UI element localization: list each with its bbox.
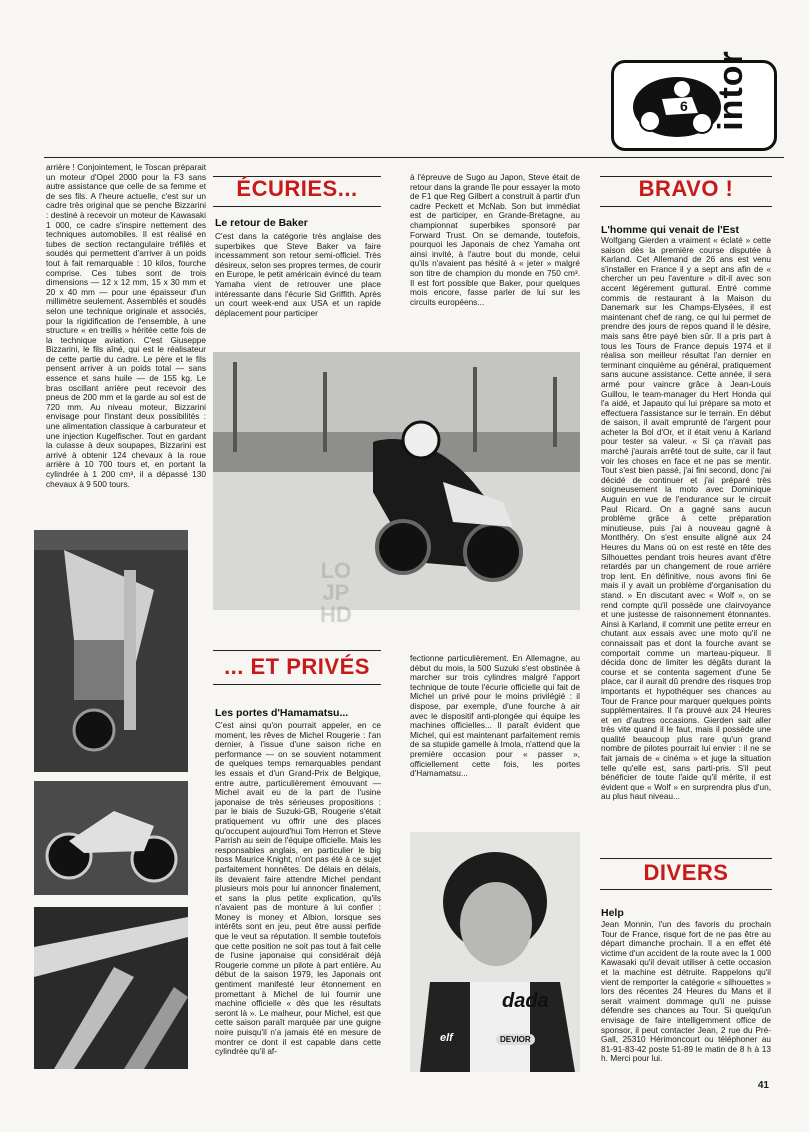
divers-subhead: Help (601, 907, 624, 919)
jersey-sponsor-logo: dada (502, 990, 549, 1012)
bravo-subhead: L'homme qui venait de l'Est (601, 224, 740, 236)
divers-headline: DIVERS (643, 860, 729, 885)
prives-continuation (410, 654, 580, 814)
prives-text (215, 721, 381, 1077)
paragraph: à l'épreuve de Sugo au Japon, Steve était de retour dans la grande île pour essayer la moto de F1 que Reg Gilbert a construit à partir d'un cadre Peckett et McNab. Son but immédiat est de participer, en Grande-Bretagne, au championnat superbikes sponsoré par Forward Trust. On se demande, toutefois, pourquoi les Japonais de chez Yamaha ont ainsi invité, à l'autre bout du monde, celui qu'ils n'avaient pas hésité à « jeter » malgré son titre de champion du monde en 750 cm³. Il est fort possible que Baker, pour quelques mois encore, fasse parler de lui sur les circuits européens... (410, 173, 580, 307)
logo-word: intor (712, 50, 751, 131)
paragraph: C'est dans la catégorie très anglaise des superbikes que Steve Baker va faire incessamment son retour semi-officiel. Très désireux, selon ses propres termes, de courir en Europe, le petit américain évincé du team Yamaha vient de retrouver une place intéressante dans l'écurie Sid Griffith. Après un court week-end aux USA et un rapide déplacement pour participer (215, 232, 381, 318)
photo-rider-portrait (410, 832, 580, 1072)
paragraph: Wolfgang Gierden a vraiment « éclaté » cette saison dès la première course disputée à Karland. Cet Allemand de 26 ans est venu s'installer en France il y a sept ans afin de « chercher un peu l'aventure » dit-il avec son accent légèrement guttural. Entré comme commis de restaurant à la Maison du Danemark sur les Champs-Elysées, il est maintenant chef de rang, ce qui lui permet de prendre des jours de repos quand il le désire, mais sans être payé bien sûr. Il a pris part à tous les Tours de France depuis 1974 et il réalisa son meilleur résultat l'an dernier en terminant cinquième au général, pratiquement sans aucune assistance. Cette année, il sera armé pour vaincre grâce à Jean-Louis Guillou, le team-manager du Hert Honda qui l'a aidé, et Japauto qui lui prépare sa moto et effectuera l'assistance sur le terrain. En début de saison, il avait emprunté de l'argent pour acheter la Bol d'Or, et il était venu à Karland pour tester sa valeur. « Si ça n'avait pas marché j'aurais arrêté tout de suite, car il faut voir les choses en face et ne pas se mentir. Tout s'est bien passé, j'ai fini second, donc j'ai décidé de continuer et j'ai préparé très soigneusement la moto avec Dominique Auguin en vue de l'endurance sur le circuit Paul Ricard. On a gagné sans aucun problème grâce à cette préparation minutieuse, puis j'ai à nouveau gagné à Montlhéry. On s'est ensuite aligné aux 24 Heures du Mans où on est resté en tête des Silhouettes pendant trois heures avant d'être retardés par un changement de roue arrière trop lent. En définitive, nous avons fini 6e mais il y avait un problème d'organisation du stand. » En discutant avec « Wolf », on se rend compte qu'il possède une clairvoyance et une justesse de raisonnement étonnantes. Ainsi à Karland, il commit une petite erreur en chutant aux essais avec une moto qu'il ne connaissait pas et dont la fourche avant se comportait comme un marteau-piqueur. Il décida donc de limiter les dégâts durant la course et se contenta sagement d'une 5e place, car il aurait dû prendre des risques trop importants et hypothéquer ses chances au Tour de France pour marquer quelques points supplémentaires. Il l'a prouvé aux 24 Heures et en d'autres occasions. Gierden sait aller très vite quand il le faut, mais il possède une qualité beaucoup plus rare qu'un grand nombre de pilotes pourrait lui envier : il ne se fait jamais de « cinéma » et juge la situation telle qu'elle est, sans parti-pris. S'il peut bénéficier de toute l'aide qu'il mérite, il est évident que « Wolf » en surprendra plus d'un, au plus haut niveau... (601, 236, 771, 802)
race-number: 6 (680, 98, 688, 114)
ecuries-continuation (410, 173, 580, 337)
photo-bike-side (34, 781, 188, 895)
photo-motorcycle-frame (34, 530, 188, 772)
top-rule (44, 157, 784, 158)
frame-photo-graphic (34, 530, 188, 772)
divers-rule-bottom (600, 889, 772, 890)
photo-racing-rider (213, 352, 580, 610)
prives-rule-bottom (213, 684, 381, 685)
paragraph: arrière ! Conjointement, le Toscan préparait un moteur d'Opel 2000 pour la F3 sans autre assistance que celle de sa femme et de ses fils. A l'heure actuelle, c'est sur un cadre très original que se penche Bizzarini : destiné à recevoir un moteur de Kawasaki 1 000, ce cadre s'inspire nettement des techniques automobiles. Il est réalisé en tubes de section rectangulaire tréfilés et soudés qui permettent d'arriver à un poids tout à fait remarquable : 10 kilos, fourche comprise. Ces tubes sont de trois dimensions — 12 x 12 mm, 15 x 30 mm et 20 x 40 mm — pour une épaisseur d'un millimètre seulement. Assemblés et soudés selon une technique originale et associés, pour la rigidification de l'ensemble, à une structure « en treillis » héritée cette fois de la technique aviation. C'est Giuseppe Bizzarini, le fils aîné, qui est le réalisateur de cette partie du cadre. Le père et le fils pensent arriver à un poids total — sans essence et sans huile — de 155 kg. Le bras oscillant arrière peut recevoir des pneus de 200 mm et la garde au sol est de 720 mm. Au niveau moteur, Bizzarini envisage pour l'instant deux possibilités : une alimentation classique à carburateur et une injection Kugelfischer. Tout en gardant la culasse à deux soupapes, Bizzarini est arrivé à obtenir 124 chevaux à la roue arrière à 10 700 tours et, en portant la cylindrée à 1 200 cm³, il a dépassé 130 chevaux à 9 500 tours. (46, 163, 206, 489)
ecuries-text (215, 232, 381, 334)
paragraph: fectionne particulièrement. En Allemagne, au début du mois, la 500 Suzuki s'est obstinée à marcher sur trois cylindres malgré l'apport technique de toute l'écurie officielle qui fait de Michel un privé pour le moins privilégié : il dispose, par exemple, d'une fourche à air avec le dispositif anti-plongée qui équipe les machines officielles... Il paraît évident que Michel, qui est maintenant parfaitement remis de sa stupide gamelle à Imola, n'attend que la première occasion pour « passer », officiellement cette fois, les portes d'Hamamatsu... (410, 654, 580, 779)
racing-photo-graphic (213, 352, 580, 610)
bravo-text (601, 236, 771, 856)
magazine-section-logo (611, 50, 777, 151)
jersey-sponsor-elf: elf (440, 1032, 453, 1044)
prives-headline: ... ET PRIVÉS (224, 654, 370, 679)
prives-rule-top (213, 650, 381, 651)
watermark-line: JP (322, 580, 350, 605)
paragraph: Jean Monnin, l'un des favoris du prochain Tour de France, risque fort de ne pas être au départ dimanche prochain. Il a en effet été victime d'un accident de la route avec la 1 000 Kawasaki qu'il devait utiliser à cette occasion et la machine est détruite. Rappelons qu'il vient de remporter la catégorie « silhouettes » lors des récentes 24 Heures du Mans et il serait vraiment dommage qu'il ne puisse défendre ses chances au Tour. Si quelqu'un envisage de faire intelligemment office de sponsor, il peut contacter Jean, 2 rue du Pré-Gall, 25310 Hérimoncourt ou téléphoner au 81-91-83-42 poste 51-89 le matin de 8 h à 13 h. Merci pour lui. (601, 920, 771, 1064)
paragraph: C'est ainsi qu'on pourrait appeler, en ce moment, les rêves de Michel Rougerie : l'an dernier, à l'issue d'une saison riche en performance — on se souvient notamment de quelques temps remarquables pendant les essais et d'un Grand-Prix de Belgique, entre autre, particulièrement émouvant — Michel avait eu de la part de l'usine japonaise de très sérieuses propositions : par le biais de Suzuki-GB, Rougerie s'était pratiquement vu offrir une des places qu'occupent aujourd'hui Tom Herron et Steve Parrish au sein de l'équipe officielle. Mais les responsables anglais, en particulier le big boss Maurice Knight, n'ont pas été à ce sujet parfaitement honnêtes. De délais en délais, ils devaient faire attendre Michel pendant plusieurs mois pour lui annoncer finalement, et sans la plus petite explication, qu'ils n'avaient pas de monture à lui confier : Money is money et Albion, lorsque ses intérêts sont en jeu, peut être aussi perfide que le veut sa réputation. Il semble toutefois que cette position ne soit pas tout à fait celle de l'usine japonaise qui considérait déjà Rougerie comme un pilote à part entière. Au début de la saison 1979, les Japonais ont gentiment manifesté leur étonnement en promettant à Michel de lui fournir une machine officielle « dès que les résultats seront là ». Le malheur, pour Michel, est que cette saison paraît marquée par une guigne noire puisqu'il n'a jamais été en mesure de montrer ce dont il est capable dans cette cylindrée qu'il af- (215, 721, 381, 1057)
divers-text (601, 920, 771, 1070)
ecuries-rule-bottom (213, 206, 381, 207)
ecuries-headline: ÉCURIES... (236, 176, 358, 201)
watermark-line: HD (320, 602, 352, 627)
photo-frame-detail (34, 907, 188, 1069)
bravo-rule-bottom (600, 206, 772, 207)
watermark-line: LO (320, 558, 352, 583)
page-number: 41 (757, 1080, 769, 1091)
jersey-sponsor-devior: DEVIOR (496, 1034, 535, 1045)
column-bizzarini-text (46, 163, 206, 519)
ecuries-subhead: Le retour de Baker (215, 217, 308, 229)
bike-side-graphic (34, 781, 188, 895)
prives-subhead: Les portes d'Hamamatsu... (215, 707, 349, 719)
divers-rule-top (600, 858, 772, 859)
bravo-headline: BRAVO ! (638, 176, 734, 201)
watermark (320, 560, 352, 626)
frame-detail-graphic (34, 907, 188, 1069)
portrait-graphic (410, 832, 580, 1072)
